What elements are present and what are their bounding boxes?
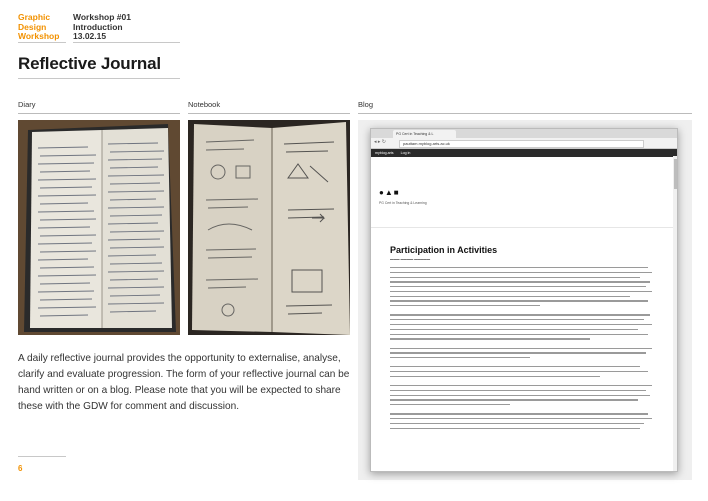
blog-scrollbar-thumb <box>674 159 677 189</box>
blog-menu-item: Log in <box>400 151 411 155</box>
blog-label: Blog <box>358 100 374 109</box>
diary-rule <box>18 113 180 114</box>
notebook-label: Notebook <box>188 100 221 109</box>
blog-scrollbar <box>673 156 677 471</box>
blog-header <box>371 157 677 228</box>
blog-post-meta: ▬▬▬ ▬▬▬▬ ▬▬▬▬▬ <box>390 257 431 261</box>
browser-address-bar <box>371 138 677 149</box>
notebook-rule <box>188 113 350 114</box>
blog-browser-window <box>370 128 678 472</box>
workshop-date: 13.02.15 <box>73 31 107 41</box>
header-rule-left <box>18 42 66 43</box>
browser-nav-icons: ◂ ▸ ↻ <box>374 139 386 145</box>
workshop-subject: Introduction <box>73 21 123 32</box>
browser-tab: PG Cert in Teaching & L <box>393 130 456 138</box>
blog-rule <box>358 113 692 114</box>
blog-site-name: PG Cert in Teaching & Learning <box>379 201 427 205</box>
body-paragraph: A daily reflective journal provides the opportunity to externalise, analyse, clarify and evaluate progression. The form of your reflective journal can be hand written or on a blog. Please note that you will be expected to share these with the GDW for comment and discussion. <box>18 353 350 412</box>
blog-menu-item: myblog.arts <box>375 151 394 155</box>
blog-post-body <box>390 267 677 429</box>
brand-logotype <box>18 13 59 42</box>
page-number: 6 <box>18 464 23 473</box>
blog-menu-bar <box>371 149 677 157</box>
workshop-info <box>73 13 131 42</box>
notebook-photo <box>188 120 350 335</box>
brand-line: Workshop <box>18 31 60 41</box>
browser-tab-bar <box>371 129 677 138</box>
brand-line: Design <box>18 21 47 32</box>
brand-line: Graphic <box>18 12 51 22</box>
diary-label: Diary <box>18 100 36 109</box>
diary-photo <box>18 120 180 335</box>
page-title: Reflective Journal <box>18 54 161 73</box>
blog-logo: ●▲■ <box>379 188 400 197</box>
blog-post <box>371 245 677 429</box>
footer-rule <box>18 456 66 457</box>
blog-post-title: Participation in Activities <box>390 245 498 255</box>
workshop-number: Workshop #01 <box>73 12 131 22</box>
header-rule-right <box>73 42 180 43</box>
browser-url: pauttam.myblog.arts.ac.uk <box>399 140 644 148</box>
title-rule <box>18 78 180 79</box>
